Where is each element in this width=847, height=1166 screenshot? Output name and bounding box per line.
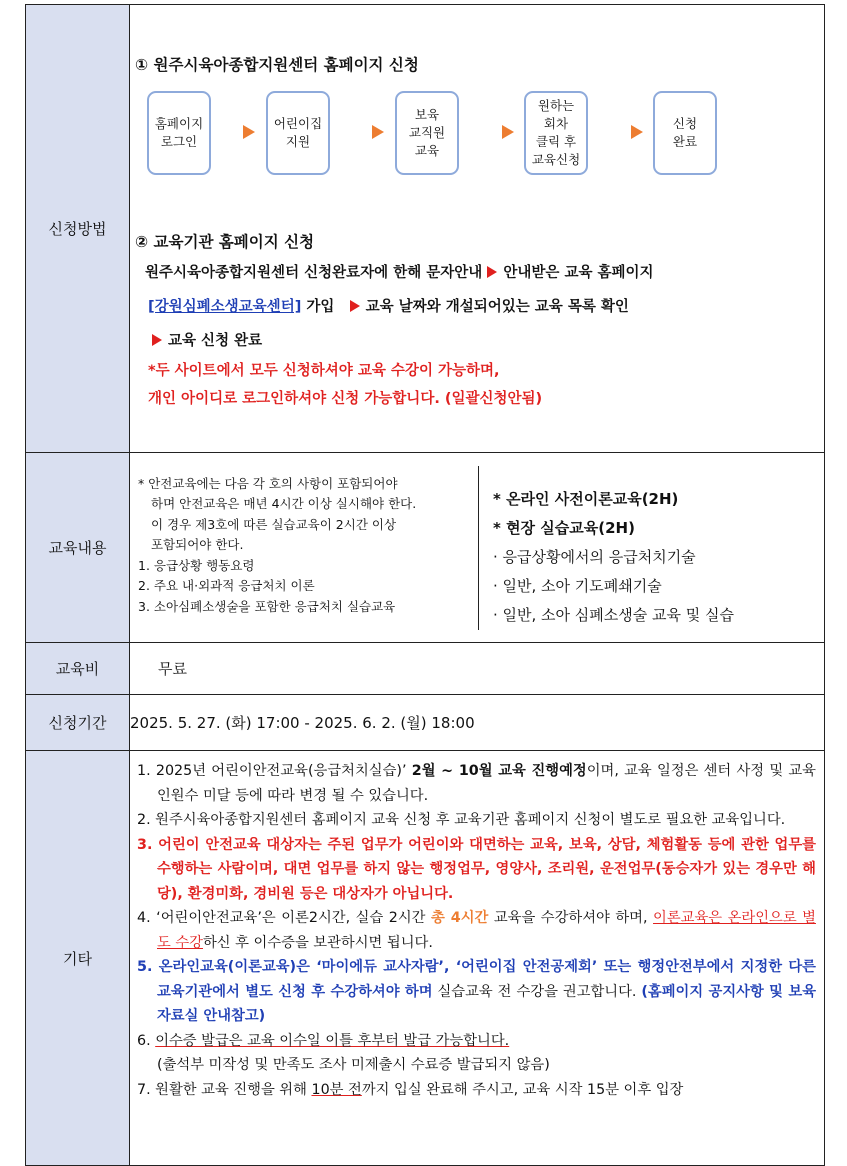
- etc-item-1: [137, 759, 816, 808]
- content-left-line: 3. 소아심폐소생술을 포함한 응급처치 실습교육: [138, 598, 396, 614]
- flow-step-3: 보육 교직원 교육: [395, 91, 459, 175]
- notice-line-2: 개인 아이디로 로그인하셔야 신청 가능합니다. (일괄신청안됨): [148, 391, 543, 407]
- content-right-line: · 일반, 소아 심폐소생술 교육 및 실습: [493, 605, 735, 624]
- etc-item-1-c: 이며, 교육 일정은 센터 사정 및 교육인원수 미달 등에 따라 변경 될 수 있습니다.: [157, 763, 816, 804]
- etc-item-5-b: 실습교육 전 수강을 권고합니다.: [432, 983, 642, 1000]
- etc-item-7-b: 10분 전: [311, 1081, 362, 1098]
- etc-item-5-a: 5. 온라인교육(이론교육)은 ‘마이에듀 교사자람’, ‘어린이집 안전공제회’ 또는 행정안전부에서 지정한 다른 교육기관에서 별도 신청 후 수강하셔야 하며: [137, 959, 816, 1000]
- red-arrow-icon: [350, 300, 360, 312]
- info-line-1-b: 안내받은 교육 홈페이지: [503, 265, 654, 281]
- row-etc: [26, 751, 825, 1166]
- info-line-2-a: 가입: [306, 299, 335, 315]
- etc-item-1-b: 2월 ~ 10월 교육 진행예정: [411, 763, 587, 779]
- row-fee: [26, 643, 825, 695]
- content-right-line: * 온라인 사전이론교육(2H): [493, 489, 679, 508]
- content-cell: [130, 453, 825, 643]
- red-arrow-icon: [152, 334, 162, 346]
- red-arrow-icon: [487, 266, 497, 278]
- content-left-line: 이 경우 제3호에 따른 실습교육이 2시간 이상: [151, 516, 397, 532]
- content-left: [130, 466, 479, 630]
- label-fee: 교육비: [26, 643, 130, 695]
- label-content: 교육내용: [26, 453, 130, 643]
- content-left-line: 포함되어야 한다.: [151, 537, 244, 552]
- info-line-2-b: 교육 날짜와 개설되어있는 교육 목록 확인: [365, 299, 629, 315]
- etc-item-4: [137, 906, 816, 955]
- etc-item-6: [137, 1029, 816, 1078]
- section2-title: ② 교육기관 홈페이지 신청: [135, 233, 315, 251]
- flow-arrow-icon: [372, 125, 384, 139]
- content-right: [479, 466, 825, 630]
- etc-item-6-a: 6.: [137, 1032, 156, 1049]
- info-line-3-text: 교육 신청 완료: [168, 333, 263, 349]
- apply-method-cell: [130, 5, 825, 453]
- etc-item-7-c: 까지 입실 완료해 주시고, 교육 시작 15분 이후 입장: [361, 1081, 684, 1098]
- flow-arrow-icon: [631, 125, 643, 139]
- label-etc: 기타: [26, 751, 130, 1166]
- etc-item-4-a: 4. ‘어린이안전교육’은 이론2시간, 실습 2시간: [137, 910, 431, 926]
- flow-step-1: 홈페이지 로그인: [147, 91, 211, 175]
- content-left-line: 2. 주요 내·외과적 응급처치 이론: [138, 578, 315, 593]
- notice-line-1: *두 사이트에서 모두 신청하셔야 교육 수강이 가능하며,: [148, 363, 500, 379]
- etc-item-6-c: (출석부 미작성 및 만족도 조사 미제출시 수료증 발급되지 않음): [157, 1057, 550, 1073]
- flow-diagram: [147, 91, 747, 181]
- info-line-3: [152, 329, 262, 350]
- etc-item-4-d: 이론교육은 온라인으로 별도 수강: [157, 910, 816, 951]
- etc-item-3: 3. 어린이 안전교육 대상자는 주된 업무가 어린이와 대면하는 교육, 보육, 상담, 체험활동 등에 관한 업무를 수행하는 사람이며, 대면 업무를 하지 않는 행정업무, 영양사, 조리원, 운전업무(동승자가 있는 경우만 해당), 환경미화, 경비원 등은 대상자가 아닙니다.: [137, 836, 816, 902]
- row-content: [26, 453, 825, 643]
- flow-step-5: 신청 완료: [653, 91, 717, 175]
- period-value: 2025. 5. 27. (화) 17:00 - 2025. 6. 2. (월) 18:00: [130, 695, 825, 751]
- etc-item-4-b: 총 4시간: [431, 910, 489, 926]
- row-apply-method: [26, 5, 825, 453]
- section1-title: ① 원주시육아종합지원센터 홈페이지 신청: [135, 56, 419, 74]
- info-line-1: [145, 261, 654, 282]
- content-right-line: · 응급상황에서의 응급처치기술: [493, 547, 696, 566]
- info-line-1-a: 원주시육아종합지원센터 신청완료자에 한해 문자안내: [145, 265, 483, 281]
- row-period: [26, 695, 825, 751]
- etc-item-5-c: (홈페이지 공지사항 및 보육자료실 안내참고): [157, 983, 817, 1024]
- etc-item-2: 2. 원주시육아종합지원센터 홈페이지 교육 신청 후 교육기관 홈페이지 신청이 별도로 필요한 교육입니다.: [137, 812, 786, 828]
- etc-item-4-c: 교육을 수강하셔야 하며,: [488, 910, 654, 926]
- content-left-line: 1. 응급상황 행동요령: [138, 557, 255, 573]
- fee-value: 무료: [130, 643, 825, 695]
- etc-item-7-a: 7. 원활한 교육 진행을 위해: [137, 1081, 312, 1098]
- label-apply-method: 신청방법: [26, 5, 130, 453]
- education-center-link[interactable]: [강원심폐소생교육센터]: [148, 299, 302, 315]
- info-table: [25, 4, 825, 1166]
- etc-cell: [130, 751, 825, 1166]
- content-right-line: · 일반, 소아 기도폐쇄기술: [493, 576, 662, 595]
- content-inner-table: [130, 466, 824, 630]
- etc-item-4-e: 하신 후 이수증을 보관하시면 됩니다.: [202, 934, 433, 951]
- content-left-line: 하며 안전교육은 매년 4시간 이상 실시해야 한다.: [151, 496, 417, 511]
- etc-item-1-a: 1. 2025년 어린이안전교육(응급처치실습)’: [137, 763, 412, 779]
- info-line-2: [148, 295, 629, 316]
- etc-item-7: [137, 1078, 816, 1103]
- flow-arrow-icon: [502, 125, 514, 139]
- flow-step-4: 원하는 회차 클릭 후 교육신청: [524, 91, 588, 175]
- label-period: 신청기간: [26, 695, 130, 751]
- content-right-line: * 현장 실습교육(2H): [493, 518, 635, 537]
- etc-item-5: [137, 955, 816, 1029]
- flow-step-2: 어린이집 지원: [266, 91, 330, 175]
- content-left-line: * 안전교육에는 다음 각 호의 사항이 포함되어야: [138, 475, 398, 491]
- flow-arrow-icon: [243, 125, 255, 139]
- etc-item-6-b: 이수증 발급은 교육 이수일 이틀 후부터 발급 가능합니다.: [155, 1032, 510, 1049]
